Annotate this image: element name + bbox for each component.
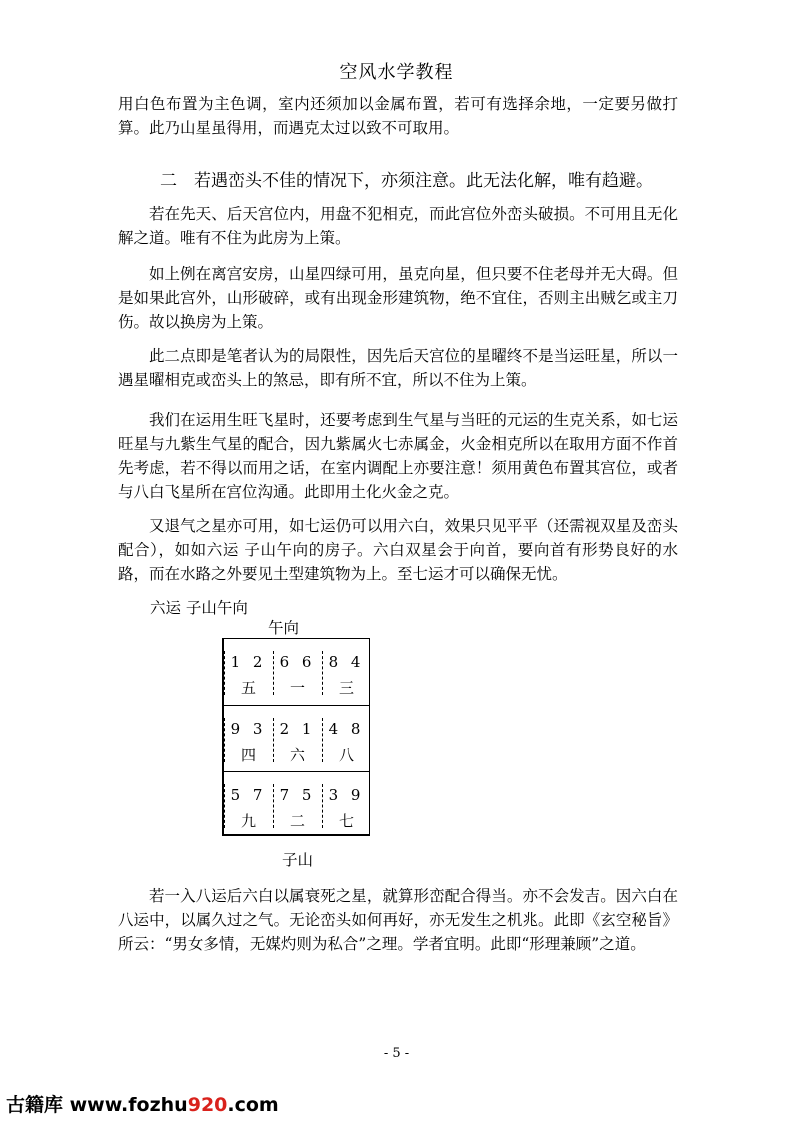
section-heading: 二 若遇峦头不佳的情况下，亦须注意。此无法化解，唯有趋避。 xyxy=(160,171,653,191)
chart-row xyxy=(224,639,369,705)
cell-yun: 七 xyxy=(338,812,354,830)
chart-top-label: 午向 xyxy=(268,619,300,637)
cell-yun: 一 xyxy=(289,679,305,697)
chart-cell xyxy=(224,639,273,705)
watermark-suffix: .com xyxy=(227,1094,279,1116)
chart-cell xyxy=(322,706,371,772)
cell-stars: 8 4 xyxy=(328,653,365,671)
site-watermark xyxy=(6,1090,279,1117)
cell-stars: 9 3 xyxy=(230,720,267,738)
paragraph: 又退气之星亦可用，如七运仍可以用六白，效果只见平平（还需视双星及峦头配合），如如六运 子山午向的房子。六白双星会于向首，要向首有形势良好的水路，而在水路之外要见土型建筑物为上。至七运才可以确保无忧。 xyxy=(118,517,678,583)
chart-bottom-label: 子山 xyxy=(282,851,314,869)
chart-cell xyxy=(273,706,322,772)
chart-row xyxy=(224,705,369,772)
flying-star-chart xyxy=(222,638,370,836)
cell-yun: 九 xyxy=(240,812,256,830)
chart-cell xyxy=(224,706,273,772)
cell-yun: 五 xyxy=(240,679,256,697)
paragraph: 若一入八运后六白以属衰死之星，就算形峦配合得当。亦不会发吉。因六白在八运中，以属久过之气。无论峦头如何再好，亦无发生之机兆。此即《玄空秘旨》所云：“男女多情，无媒灼则为私合”之理。学者宜明。此即“形理兼顾”之道。 xyxy=(118,887,678,953)
chart-cell xyxy=(224,772,273,838)
cell-yun: 二 xyxy=(289,812,305,830)
cell-yun: 三 xyxy=(338,679,354,697)
cell-stars: 1 2 xyxy=(230,653,267,671)
cell-stars: 5 7 xyxy=(230,786,267,804)
cell-stars: 7 5 xyxy=(279,786,316,804)
cell-stars: 6 6 xyxy=(279,653,316,671)
cell-stars: 2 1 xyxy=(279,720,316,738)
cell-stars: 3 9 xyxy=(328,786,365,804)
cell-stars: 4 8 xyxy=(328,720,365,738)
chart-cell xyxy=(273,639,322,705)
watermark-red: 920 xyxy=(187,1094,228,1116)
paragraph: 我们在运用生旺飞星时，还要考虑到生气星与当旺的元运的生克关系，如七运旺星与九紫生气星的配合，因九紫属火七赤属金，火金相克所以在取用方面不作首先考虑，若不得以而用之话，在室内调配上亦要注意！须用黄色布置其宫位，或者与八白飞星所在宫位沟通。此即用土化火金之克。 xyxy=(118,411,678,501)
watermark-prefix: 古籍库 www.fozhu xyxy=(6,1094,188,1116)
chart-row xyxy=(224,771,369,838)
paragraph: 若在先天、后天宫位内，用盘不犯相克，而此宫位外峦头破损。不可用且无化解之道。唯有不住为此房为上策。 xyxy=(118,205,678,247)
chart-cell xyxy=(273,772,322,838)
cell-yun: 八 xyxy=(338,746,354,764)
paragraph: 如上例在离宫安房，山星四绿可用，虽克向星，但只要不住老母并无大碍。但是如果此宫外，山形破碎，或有出现金形建筑物，绝不宜住，否则主出贼乞或主刀伤。故以换房为上策。 xyxy=(118,265,678,331)
paragraph: 此二点即是笔者认为的局限性，因先后天宫位的星曜终不是当运旺星，所以一遇星曜相克或峦头上的煞忌，即有所不宜，所以不住为上策。 xyxy=(118,347,678,389)
paragraph-continuation: 用白色布置为主色调，室内还须加以金属布置，若可有选择余地，一定要另做打算。此乃山星虽得用，而遇克太过以致不可取用。 xyxy=(118,95,678,137)
page-header-title: 空风水学教程 xyxy=(339,62,454,83)
cell-yun: 四 xyxy=(240,746,256,764)
chart-title: 六运 子山午向 xyxy=(150,599,248,617)
page-number: - 5 - xyxy=(383,1046,410,1061)
chart-cell xyxy=(322,639,371,705)
cell-yun: 六 xyxy=(289,746,305,764)
chart-cell xyxy=(322,772,371,838)
